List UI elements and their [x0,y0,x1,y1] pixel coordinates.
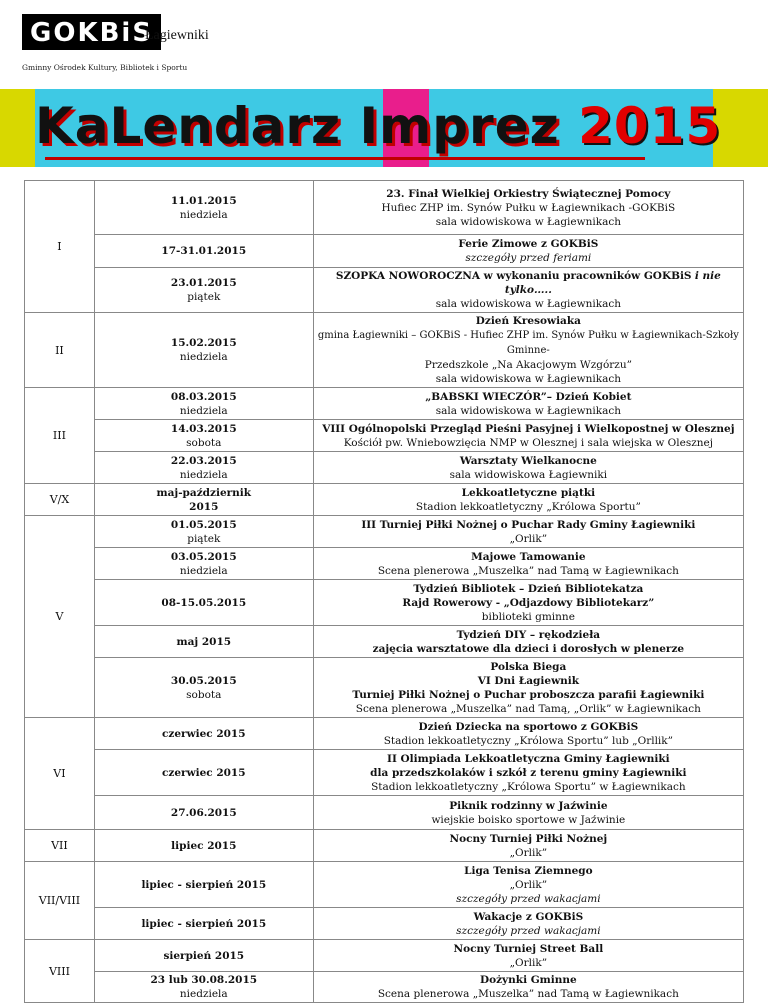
event-date: czerwiec 2015 [162,727,246,740]
event-date: 22.03.2015 [170,454,237,467]
event-title: Liga Tenisa Ziemnego [464,864,593,877]
event-cell [313,181,743,235]
event-cell [313,548,743,580]
event-location: gmina Łagiewniki – GOKBiS - Hufiec ZHP im. Synów Pułku w Łagiewnikach-Szkoły Gminne- [317,330,739,356]
date-cell [94,388,313,420]
table-row [25,313,744,388]
event-cell [313,908,743,940]
event-title: Turniej Piłki Nożnej o Puchar proboszcza parafii Łagiewniki [352,688,705,701]
event-title: Majowe Tamowanie [471,550,586,563]
event-date: 23.01.2015 [170,277,237,289]
date-cell [94,718,313,750]
event-cell [313,750,743,796]
event-title: zajęcia warsztatowe dla dzieci i dorosłych w plenerze [372,642,685,655]
event-title: Rajd Rowerowy - „Odjazdowy Bibliotekarz” [402,596,655,609]
date-cell [94,268,313,313]
banner [35,89,722,167]
event-day: niedziela [179,468,228,481]
table-row [25,484,744,516]
event-cell [313,420,743,452]
month-cell: I [25,181,95,313]
event-day: sobota [186,436,222,449]
event-location: Stadion lekkoatletyczny „Królowa Sportu” [415,500,641,513]
event-location: biblioteki gminne [481,610,575,623]
events-table [24,180,744,1003]
event-title: VIII Ogólnopolski Przegląd Pieśni Pasyjnej i Wielkopostnej w Olesznej [322,422,735,435]
table-row [25,940,744,972]
event-cell [313,862,743,908]
event-title: Nocny Turniej Piłki Nożnej [449,832,608,845]
table-row [25,796,744,830]
event-date: lipiec 2015 [171,839,237,852]
event-date: lipiec - sierpień 2015 [141,878,267,891]
event-location: „Orlik” [509,846,548,859]
table-row [25,972,744,1003]
month-cell: V [25,516,95,718]
event-title: 23. Finał Wielkiej Orkiestry Świątecznej Pomocy [386,187,671,200]
event-date: 11.01.2015 [170,194,237,207]
event-location: wiejskie boisko sportowe w Jaźwinie [431,813,626,826]
table-row [25,268,744,313]
date-cell [94,452,313,484]
event-note: szczegóły przed wakacjami [456,924,601,937]
date-cell [94,796,313,830]
date-cell [94,235,313,268]
event-cell [313,452,743,484]
event-title: Polska Biega [490,660,567,673]
event-title: Dzień Dziecka na sportowo z GOKBiS [418,720,639,733]
event-title: SZOPKA NOWOROCZNA w wykonaniu pracowników GOKBiS [335,270,692,282]
date-cell [94,830,313,862]
event-title: Warsztaty Wielkanocne [459,454,597,467]
table-row [25,580,744,626]
event-date: maj 2015 [176,635,232,648]
date-cell [94,313,313,388]
event-date: sierpień 2015 [163,949,245,962]
table-row [25,388,744,420]
event-location: Scena plenerowa „Muszelka” nad Tamą w Łagiewnikach [377,564,679,577]
event-day: niedziela [179,564,228,577]
event-cell [313,235,743,268]
month-cell: II [25,313,95,388]
organization-name: Gminny Ośrodek Kultury, Bibliotek i Sportu [22,63,188,72]
table-row [25,658,744,718]
table-row [25,420,744,452]
event-title: „BABSKI WIECZÓR”– Dzień Kobiet [425,390,632,403]
event-location: Kościół pw. Wniebowzięcia NMP w Olesznej i sala wiejska w Olesznej [343,436,713,449]
banner-title-text: KaLendarz Imprez [35,97,560,155]
event-location: sala widowiskowa w Łagiewnikach [435,373,621,385]
event-date: maj-październik [156,486,252,499]
date-cell [94,548,313,580]
event-location: Przedszkole „Na Akacjowym Wzgórzu” [424,359,632,371]
event-title: Dzień Kresowiaka [475,315,581,327]
event-date: 15.02.2015 [170,337,237,349]
event-location: sala widowiskowa w Łagiewnikach [435,215,621,228]
event-cell [313,940,743,972]
event-location: Stadion lekkoatletyczny „Królowa Sportu” lub „Orllik” [383,734,674,747]
event-location: Scena plenerowa „Muszelka” nad Tamą w Łagiewnikach [377,988,679,1000]
event-title: III Turniej Piłki Nożnej o Puchar Rady Gminy Łagiewniki [361,518,696,531]
event-location: „Orlik” [509,532,548,545]
event-date: lipiec - sierpień 2015 [141,917,267,930]
event-location: Scena plenerowa „Muszelka” nad Tamą, „Orlik” w Łagiewnikach [355,702,701,715]
date-cell [94,420,313,452]
table-row [25,516,744,548]
table-row [25,452,744,484]
event-location: Hufiec ZHP im. Synów Pułku w Łagiewnikach -GOKBiS [381,201,676,214]
event-day: niedziela [179,208,228,221]
table-row [25,181,744,235]
event-location: sala widowiskowa w Łagiewnikach [435,404,621,417]
event-date: 30.05.2015 [170,674,237,687]
event-title: Nocny Turniej Street Ball [453,942,604,955]
date-cell [94,181,313,235]
date-cell [94,940,313,972]
event-location: Stadion lekkoatletyczny „Królowa Sportu” w Łagiewnikach [371,780,686,793]
event-title: Wakacje z GOKBiS [473,910,584,923]
date-cell [94,484,313,516]
event-day: piątek [187,291,221,303]
event-day: piątek [187,532,221,545]
event-day: sobota [186,688,222,701]
event-location: sala widowiskowa w Łagiewnikach [435,298,621,310]
table-row [25,750,744,796]
logo-place: Łagiewniki [145,28,209,43]
event-cell [313,830,743,862]
event-cell [313,268,743,313]
event-cell [313,972,743,1003]
event-date: 27.06.2015 [170,806,237,819]
date-cell [94,580,313,626]
event-date: 17-31.01.2015 [161,245,247,257]
event-note: szczegóły przed feriami [465,252,592,264]
event-date: 08-15.05.2015 [161,596,247,609]
event-cell [313,796,743,830]
event-date: 14.03.2015 [170,422,237,435]
event-title: dla przedszkolaków i szkół z terenu gminy Łagiewniki [370,766,687,779]
event-title: Lekkoatletyczne piątki [461,486,596,499]
event-cell [313,580,743,626]
event-cell [313,658,743,718]
event-title: Piknik rodzinny w Jaźwinie [449,799,608,812]
table-row [25,718,744,750]
banner-underline [45,157,645,160]
event-title: Tydzień Bibliotek – Dzień Bibliotekatza [413,582,644,595]
logo-mark: GOKBiS [22,14,161,50]
event-cell [313,388,743,420]
date-cell [94,658,313,718]
event-date: 03.05.2015 [170,550,237,563]
table-row [25,830,744,862]
event-location: sala widowiskowa Łagiewniki [449,468,608,481]
month-cell: VII [25,830,95,862]
event-day: niedziela [179,988,228,1000]
event-date-year: 2015 [189,500,219,513]
month-cell: VIII [25,940,95,1003]
event-date: 01.05.2015 [170,518,237,531]
event-cell [313,313,743,388]
month-cell: III [25,388,95,484]
month-cell: V/X [25,484,95,516]
event-title-italic: i nie tylko….. [504,270,721,296]
event-title: Tydzień DIY – rękodzieła [456,628,601,641]
event-title: Ferie Zimowe z GOKBiS [458,238,599,250]
banner-title [35,97,722,155]
month-cell: VII/VIII [25,862,95,940]
event-date: 08.03.2015 [170,390,237,403]
banner-year: 2015 [578,97,722,155]
table-row [25,908,744,940]
event-day: niedziela [179,351,228,363]
event-day: niedziela [179,404,228,417]
logo [22,14,161,50]
event-date: 23 lub 30.08.2015 [150,974,258,986]
event-location: „Orlik” [509,956,548,969]
event-cell [313,484,743,516]
event-title: VI Dni Łagiewnik [477,674,580,687]
event-location: „Orlik” [509,878,548,891]
event-cell [313,626,743,658]
date-cell [94,626,313,658]
date-cell [94,750,313,796]
event-cell [313,718,743,750]
date-cell [94,862,313,908]
table-row [25,235,744,268]
event-title: II Olimpiada Lekkoatletyczna Gminy Łagiewniki [387,752,670,765]
table-row [25,548,744,580]
event-title: Dożynki Gminne [479,974,577,986]
table-row [25,862,744,908]
event-cell [313,516,743,548]
date-cell [94,908,313,940]
date-cell [94,972,313,1003]
event-date: czerwiec 2015 [162,766,246,779]
date-cell [94,516,313,548]
month-cell: VI [25,718,95,830]
event-note: szczegóły przed wakacjami [456,892,601,905]
table-row [25,626,744,658]
